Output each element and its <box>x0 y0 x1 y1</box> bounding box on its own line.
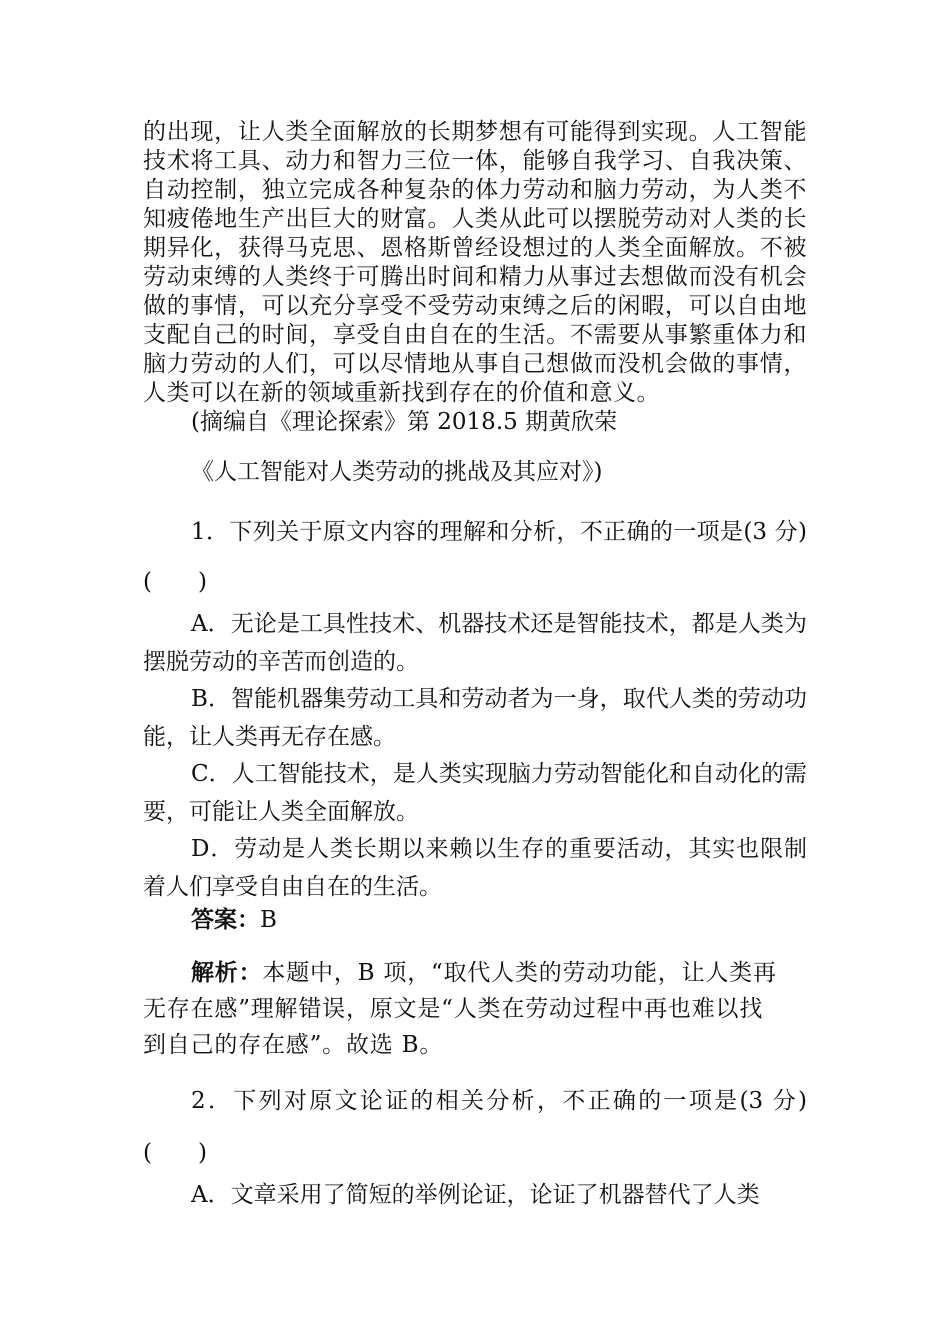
question-2-option-a: A．文章采用了简短的举例论证，论证了机器替代了人类 <box>191 1182 760 1208</box>
question-1-answer <box>143 903 807 937</box>
source-line-1: (摘编自《理论探索》第 2018.5 期黄欣荣 <box>191 409 618 435</box>
source-line-2: 《人工智能对人类劳动的挑战及其应对》) <box>191 459 603 485</box>
question-1-option-b: B．智能机器集劳动工具和劳动者为一身，取代人类的劳动功能，让人类再无存在感。 <box>143 686 807 750</box>
answer-label: 答案： <box>191 906 260 933</box>
question-2-stem: 2．下列对原文论证的相关分析，不正确的一项是(3 分)( ) <box>143 1088 807 1166</box>
question-1-analysis <box>143 955 807 1063</box>
analysis-line-3: 到自己的存在感”。故选 B。 <box>143 1032 444 1058</box>
answer-value: B <box>260 907 277 933</box>
question-1-option-a: A．无论是工具性技术、机器技术还是智能技术，都是人类为摆脱劳动的辛苦而创造的。 <box>143 611 807 675</box>
question-1-option-c: C．人工智能技术，是人类实现脑力劳动智能化和自动化的需要，可能让人类全面解放。 <box>143 761 807 825</box>
passage-text: 的出现，让人类全面解放的长期梦想有可能得到实现。人工智能技术将工具、动力和智力三位一体，能够自我学习、自我决策、自动控制，独立完成各种复杂的体力劳动和脑力劳动，为人类不知疲倦地生产出巨大的财富。人类从此可以摆脱劳动对人类的长期异化，获得马克思、恩格斯曾经设想过的人类全面解放。不被劳动束缚的人类终于可腾出时间和精力从事过去想做而没有机会做的事情，可以充分享受不受劳动束缚之后的闲暇，可以自由地支配自己的时间，享受自由自在的生活。不需要从事繁重体力和脑力劳动的人们，可以尽情地从事自己想做而没机会做的事情，人类可以在新的领域重新找到存在的价值和意义。 <box>143 119 807 406</box>
question-1-stem: 1．下列关于原文内容的理解和分析，不正确的一项是(3 分)( ) <box>143 519 807 595</box>
analysis-label: 解析： <box>191 959 263 986</box>
analysis-line-2: 无存在感”理解错误，原文是“人类在劳动过程中再也难以找 <box>143 996 764 1022</box>
analysis-line-1: 解析：本题中，B 项，“取代人类的劳动功能，让人类再 <box>191 959 777 986</box>
question-1-option-d: D．劳动是人类长期以来赖以生存的重要活动，其实也限制着人们享受自由自在的生活。 <box>143 836 807 900</box>
